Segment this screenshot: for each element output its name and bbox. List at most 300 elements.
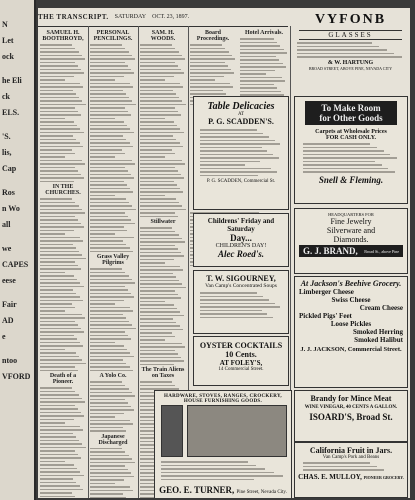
ad-snell-fleming xyxy=(294,96,408,204)
ad-merchant xyxy=(155,485,291,495)
text-line xyxy=(200,150,267,152)
text-line xyxy=(140,336,175,338)
text-line xyxy=(90,121,124,123)
text-line xyxy=(90,191,133,193)
column-headline: Death of a Pioneer. xyxy=(49,373,77,385)
text-line xyxy=(40,247,76,249)
text-line xyxy=(140,125,177,127)
ad-oyster-cocktails xyxy=(193,336,289,386)
text-line xyxy=(40,405,75,407)
text-line xyxy=(90,420,130,422)
text-line xyxy=(40,118,65,120)
ad-item: Cream Cheese xyxy=(359,304,403,312)
ad-at: AT xyxy=(237,112,245,117)
text-line xyxy=(40,359,82,361)
text-line xyxy=(40,219,78,221)
text-line xyxy=(140,58,185,60)
text-line xyxy=(40,286,84,288)
text-line xyxy=(40,485,80,487)
text-line xyxy=(140,325,180,327)
text-line xyxy=(40,132,84,134)
text-line xyxy=(40,100,82,102)
text-line xyxy=(90,462,135,464)
text-line xyxy=(303,157,397,159)
text-line xyxy=(90,465,125,467)
text-line xyxy=(240,66,286,68)
text-line xyxy=(200,168,271,170)
text-line xyxy=(140,69,181,71)
text-line xyxy=(40,177,84,179)
text-line xyxy=(90,142,130,144)
header-date: OCT. 23, 1897. xyxy=(152,14,190,20)
text-line xyxy=(140,142,180,144)
text-line xyxy=(90,392,132,394)
text-line xyxy=(40,468,77,470)
text-line xyxy=(90,167,125,169)
text-line xyxy=(90,342,115,344)
previous-page-sliver xyxy=(0,0,36,500)
text-line xyxy=(240,49,284,51)
ad-product: WINE VINEGAR, 40 CENTS A GALLON. xyxy=(304,405,398,410)
text-line xyxy=(140,132,184,134)
text-line xyxy=(90,423,133,425)
text-line xyxy=(90,163,135,165)
text-line xyxy=(140,385,175,387)
text-line xyxy=(140,170,178,172)
text-line xyxy=(140,118,165,120)
text-line xyxy=(90,458,132,460)
text-line xyxy=(40,128,80,130)
ad-address: Broad St., above Pine xyxy=(364,248,399,254)
text-line xyxy=(303,164,382,166)
text-line xyxy=(90,48,125,50)
text-line xyxy=(90,455,129,457)
text-line xyxy=(40,356,79,358)
text-line xyxy=(40,93,76,95)
text-line xyxy=(140,311,180,313)
text-line xyxy=(90,282,135,284)
text-line xyxy=(90,111,128,113)
text-line xyxy=(140,339,165,341)
text-line xyxy=(90,310,133,312)
text-line xyxy=(40,489,83,491)
ad-merchant: P. G. SCADDEN'S. xyxy=(208,117,274,126)
text-line xyxy=(140,44,172,46)
text-line xyxy=(40,440,79,442)
text-line xyxy=(40,492,72,494)
text-line xyxy=(140,191,183,193)
text-line xyxy=(303,150,384,152)
text-line xyxy=(40,457,81,459)
text-line xyxy=(40,153,75,155)
article-text xyxy=(90,448,136,499)
text-line xyxy=(190,44,222,46)
text-line xyxy=(90,416,115,418)
text-line xyxy=(90,114,131,116)
text-line xyxy=(90,493,123,495)
ad-title: Table Delicacies xyxy=(207,101,275,112)
text-line xyxy=(40,244,73,246)
text-line xyxy=(90,223,135,225)
text-line xyxy=(90,65,128,67)
text-line xyxy=(40,97,79,99)
text-line xyxy=(90,251,133,253)
text-line xyxy=(90,430,126,432)
text-line xyxy=(200,133,263,135)
text-line xyxy=(200,292,257,294)
ad-item: Pickled Pigs' Feet xyxy=(299,312,352,320)
ad-line: Fine Jewelry xyxy=(330,217,372,226)
text-line xyxy=(40,300,83,302)
text-line xyxy=(40,62,75,64)
text-line xyxy=(140,301,165,303)
ad-merchant: Snell & Fleming. xyxy=(318,174,384,185)
text-line xyxy=(140,111,178,113)
column-headline: Japanese Discharged xyxy=(98,433,128,446)
text-line xyxy=(190,62,225,64)
text-line xyxy=(40,114,81,116)
text-line xyxy=(90,406,131,408)
ad-childrens-day xyxy=(193,213,289,267)
text-line xyxy=(40,163,85,165)
text-line xyxy=(140,156,165,158)
text-line xyxy=(190,86,233,88)
text-line xyxy=(40,254,82,256)
text-line xyxy=(90,314,123,316)
text-line xyxy=(240,70,275,72)
article-text xyxy=(90,268,136,371)
ad-title-2: for Other Goods xyxy=(319,113,383,123)
text-line xyxy=(140,350,175,352)
text-line xyxy=(90,118,115,120)
text-line xyxy=(40,401,85,403)
text-line xyxy=(190,48,225,50)
text-line xyxy=(90,279,132,281)
text-line xyxy=(90,317,126,319)
ad-address: 14 Commercial Street. xyxy=(218,367,264,372)
text-line xyxy=(303,469,384,471)
text-line xyxy=(90,153,125,155)
ad-price: 10 Cents. xyxy=(225,350,257,359)
text-line xyxy=(200,296,263,298)
text-line xyxy=(140,262,165,264)
text-line xyxy=(90,483,115,485)
text-line xyxy=(90,195,115,197)
text-line xyxy=(90,44,122,46)
stove-illustration xyxy=(161,405,183,457)
text-line xyxy=(40,408,78,410)
text-line xyxy=(90,219,131,221)
text-line xyxy=(90,240,123,242)
text-line xyxy=(40,426,80,428)
text-line xyxy=(90,328,136,330)
text-line xyxy=(140,304,174,306)
text-line xyxy=(140,245,175,247)
text-line xyxy=(90,100,132,102)
text-line xyxy=(90,338,131,340)
text-line xyxy=(40,160,82,162)
text-line xyxy=(40,212,85,214)
column-headline: Board Proceedings. xyxy=(196,30,230,42)
previous-page-fragment: N xyxy=(2,20,8,29)
text-line xyxy=(40,338,77,340)
text-line xyxy=(240,38,274,40)
previous-page-fragment: lis, xyxy=(2,148,12,157)
text-line xyxy=(90,352,130,354)
text-line xyxy=(240,91,281,93)
text-line xyxy=(40,251,79,253)
ad-subtitle: Carpets at Wholesale Prices xyxy=(315,129,387,135)
text-line xyxy=(297,42,372,44)
ad-title: Brandy for Mince Meat xyxy=(310,394,392,403)
previous-page-fragment: Fair xyxy=(2,300,17,309)
text-line xyxy=(140,357,181,359)
text-line xyxy=(140,146,183,148)
text-line xyxy=(40,496,75,498)
ad-sigourney xyxy=(193,270,289,334)
text-line xyxy=(200,164,245,166)
text-line xyxy=(200,310,262,312)
text-line xyxy=(140,353,178,355)
text-line xyxy=(140,273,173,275)
article-text xyxy=(240,38,288,99)
text-line xyxy=(40,447,86,449)
text-line xyxy=(140,255,184,257)
text-line xyxy=(90,135,123,137)
text-line xyxy=(140,248,178,250)
text-line xyxy=(90,107,125,109)
text-line xyxy=(40,461,65,463)
text-line xyxy=(297,56,402,58)
merchant-sub: PIONEER GROCERY. xyxy=(363,474,404,480)
ad-banner xyxy=(305,101,397,125)
text-line xyxy=(161,475,283,477)
ad-item: Smoked Herring xyxy=(353,328,403,336)
text-line xyxy=(90,205,132,207)
text-line xyxy=(90,479,124,481)
text-line xyxy=(90,90,123,92)
text-line xyxy=(140,76,174,78)
text-line xyxy=(40,107,75,109)
text-line xyxy=(140,241,185,243)
text-line xyxy=(140,86,183,88)
text-line xyxy=(90,149,122,151)
text-line xyxy=(90,58,135,60)
text-line xyxy=(200,154,273,156)
text-line xyxy=(90,139,126,141)
text-line xyxy=(303,147,377,149)
text-line xyxy=(140,163,185,165)
text-line xyxy=(40,422,65,424)
text-line xyxy=(90,86,133,88)
text-line xyxy=(90,303,115,305)
ad-terms: FOR CASH ONLY. xyxy=(325,135,377,141)
text-line xyxy=(200,147,262,149)
text-line xyxy=(140,209,186,211)
column-rule xyxy=(138,26,139,498)
text-line xyxy=(90,216,128,218)
text-line xyxy=(40,303,72,305)
ad-brand-jewelry xyxy=(294,208,408,274)
text-line xyxy=(90,497,126,499)
previous-page-fragment: all xyxy=(2,220,11,229)
text-line xyxy=(40,454,78,456)
text-line xyxy=(40,181,74,183)
page-header xyxy=(38,8,288,27)
paper-name: THE TRANSCRIPT. xyxy=(38,13,109,21)
text-line xyxy=(297,49,387,51)
text-line xyxy=(40,142,80,144)
text-line xyxy=(90,272,125,274)
text-line xyxy=(140,93,176,95)
ad-line: Silverware and xyxy=(326,226,376,235)
text-line xyxy=(140,100,182,102)
text-line xyxy=(90,128,130,130)
column-headline: Grass Valley Pilgrims xyxy=(96,254,130,266)
ad-subtitle: CHILDREN'S DAY! xyxy=(215,243,267,249)
previous-page-fragment: ntoo xyxy=(2,356,18,365)
merchant-name: CHAS. E. MULLOY, xyxy=(298,472,362,481)
ad-hartung xyxy=(293,10,408,72)
text-line xyxy=(40,198,72,200)
text-column-1 xyxy=(40,28,86,498)
text-column-2 xyxy=(90,28,136,498)
text-line xyxy=(140,318,173,320)
text-line xyxy=(140,149,172,151)
text-line xyxy=(40,205,79,207)
text-line xyxy=(200,140,275,142)
text-line xyxy=(140,322,176,324)
text-line xyxy=(140,62,175,64)
text-line xyxy=(90,51,129,53)
text-line xyxy=(90,237,134,239)
article-text xyxy=(40,44,86,182)
previous-page-fragment: 'S. xyxy=(2,132,11,141)
text-line xyxy=(90,472,131,474)
text-line xyxy=(90,188,130,190)
text-line xyxy=(40,279,77,281)
ad-text xyxy=(200,129,282,176)
text-line xyxy=(140,283,182,285)
text-line xyxy=(190,90,223,92)
text-line xyxy=(40,69,81,71)
text-line xyxy=(90,331,125,333)
text-line xyxy=(40,202,75,204)
text-line xyxy=(40,58,85,60)
column-headline: PERSONAL PENCILINGS. xyxy=(93,30,133,42)
text-line xyxy=(140,202,179,204)
ad-title: At Jackson's Beehive Grocery. xyxy=(300,279,402,288)
text-line xyxy=(40,433,73,435)
text-line xyxy=(90,247,130,249)
text-line xyxy=(90,275,129,277)
text-line xyxy=(40,391,75,393)
text-line xyxy=(40,387,72,389)
column-headline: SAMUEL H. BOOTHROYD, xyxy=(42,30,84,42)
text-line xyxy=(90,184,127,186)
text-line xyxy=(140,160,182,162)
text-line xyxy=(40,293,76,295)
text-line xyxy=(40,342,80,344)
text-line xyxy=(40,240,83,242)
text-line xyxy=(40,296,80,298)
text-line xyxy=(190,93,226,95)
text-line xyxy=(140,259,174,261)
text-line xyxy=(140,308,177,310)
text-line xyxy=(40,48,75,50)
ad-merchant: G. J. BRAND, xyxy=(303,246,358,256)
text-line xyxy=(90,233,115,235)
text-line xyxy=(40,261,75,263)
text-line xyxy=(90,427,123,429)
text-line xyxy=(303,462,370,464)
text-line xyxy=(40,331,84,333)
column-headline: Hotel Arrivals. xyxy=(245,30,283,36)
text-line xyxy=(40,349,65,351)
ad-label: HEADQUARTERS FOR xyxy=(328,212,374,217)
text-line xyxy=(40,125,77,127)
text-line xyxy=(240,84,274,86)
text-line xyxy=(140,234,179,236)
ad-isoard xyxy=(294,390,408,442)
ad-item: Swiss Cheese xyxy=(331,296,371,304)
text-line xyxy=(140,231,175,233)
text-line xyxy=(40,230,74,232)
text-line xyxy=(90,93,126,95)
ad-merchant: & W. HARTUNG xyxy=(327,59,374,66)
newspaper-page xyxy=(38,8,410,498)
text-line xyxy=(40,345,83,347)
text-line xyxy=(140,266,180,268)
text-line xyxy=(200,175,258,177)
text-line xyxy=(90,160,132,162)
text-line xyxy=(161,479,254,481)
previous-page-fragment: CAPES xyxy=(2,260,29,269)
text-line xyxy=(90,345,124,347)
text-line xyxy=(40,412,81,414)
text-line xyxy=(140,346,185,348)
text-line xyxy=(140,216,178,218)
text-line xyxy=(40,394,79,396)
column-headline: The Train Aliens on Taxes xyxy=(141,367,185,379)
text-line xyxy=(90,125,127,127)
text-line xyxy=(40,65,78,67)
text-line xyxy=(200,136,269,138)
text-line xyxy=(90,349,127,351)
text-line xyxy=(140,135,173,137)
text-line xyxy=(40,478,73,480)
text-line xyxy=(240,56,276,58)
text-line xyxy=(40,139,76,141)
ad-title: To Make Room xyxy=(321,103,381,113)
text-line xyxy=(90,230,127,232)
previous-page-fragment: he Eli xyxy=(2,76,22,85)
text-line xyxy=(90,366,130,368)
text-line xyxy=(190,72,234,74)
text-line xyxy=(90,399,125,401)
text-line xyxy=(40,415,84,417)
ad-item: Loose Pickles xyxy=(330,320,372,328)
ad-product: Van Camp's Concentrated Soups xyxy=(205,283,277,289)
text-line xyxy=(140,287,186,289)
text-line xyxy=(190,69,231,71)
text-line xyxy=(140,174,181,176)
text-line xyxy=(140,153,175,155)
text-line xyxy=(140,188,180,190)
text-line xyxy=(40,317,85,319)
text-line xyxy=(40,86,83,88)
text-line xyxy=(90,307,130,309)
